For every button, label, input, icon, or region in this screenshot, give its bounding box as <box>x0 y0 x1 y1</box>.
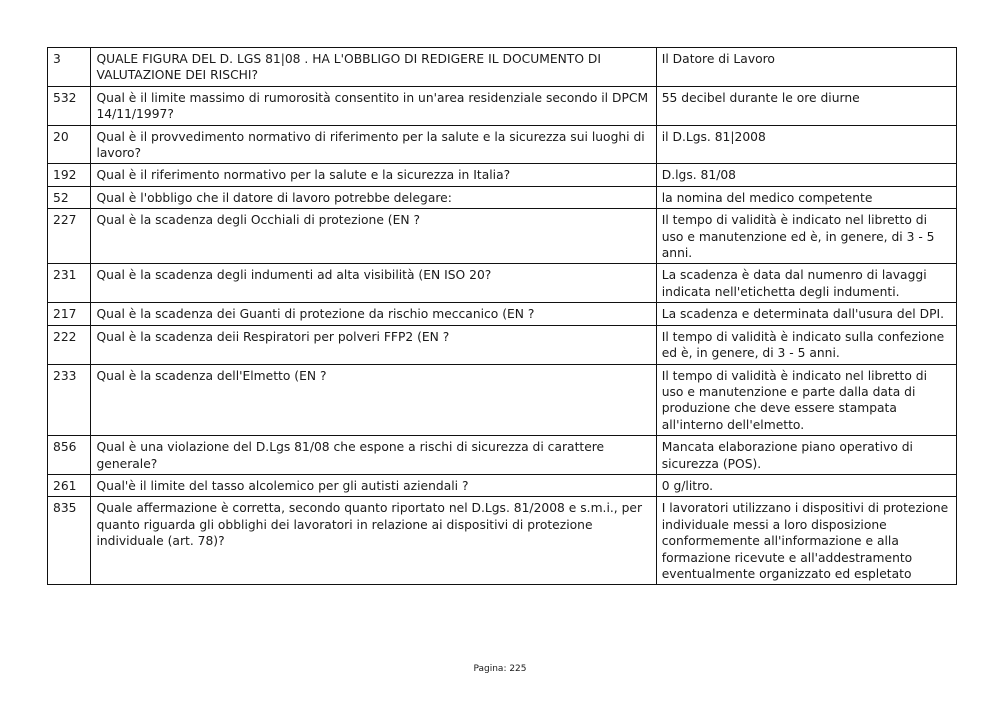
row-question-cell: Qual è il limite massimo di rumorosità consentito in un'area residenziale secondo il DPCM 14/11/1997? <box>91 86 656 125</box>
row-answer-cell: 55 decibel durante le ore diurne <box>656 86 956 125</box>
table-row <box>48 497 957 585</box>
row-question-cell: Qual è la scadenza dell'Elmetto (EN ? <box>91 364 656 436</box>
table-row <box>48 264 957 303</box>
row-question-cell: Qual è la scadenza deii Respiratori per polveri FFP2 (EN ? <box>91 325 656 364</box>
row-question-cell: QUALE FIGURA DEL D. LGS 81|08 . HA L'OBBLIGO DI REDIGERE IL DOCUMENTO DI VALUTAZIONE DEI RISCHI? <box>91 48 656 87</box>
row-answer-cell: Il tempo di validità è indicato nel libretto di uso e manutenzione ed è, in genere, di 3 - 5 anni. <box>656 209 956 264</box>
page-number: Pagina: 225 <box>473 664 527 674</box>
row-answer-cell: La scadenza e determinata dall'usura del DPI. <box>656 303 956 325</box>
row-answer-cell: Il tempo di validità è indicato nel libretto di uso e manutenzione e parte dalla data di produzione che deve essere stampata all'interno dell'elmetto. <box>656 364 956 436</box>
row-id-cell: 222 <box>48 325 91 364</box>
row-answer-cell: la nomina del medico competente <box>656 186 956 208</box>
row-question-cell: Quale affermazione è corretta, secondo quanto riportato nel D.Lgs. 81/2008 e s.m.i., per quanto riguarda gli obblighi dei lavoratori in relazione ai dispositivi di protezione individuale (art. 78)? <box>91 497 656 585</box>
row-id-cell: 52 <box>48 186 91 208</box>
row-question-cell: Qual è l'obbligo che il datore di lavoro potrebbe delegare: <box>91 186 656 208</box>
table-row <box>48 164 957 186</box>
row-question-cell: Qual è la scadenza degli Occhiali di protezione (EN ? <box>91 209 656 264</box>
row-question-cell: Qual è una violazione del D.Lgs 81/08 che espone a rischi di sicurezza di carattere generale? <box>91 436 656 475</box>
row-answer-cell: il D.Lgs. 81|2008 <box>656 125 956 164</box>
table-row <box>48 474 957 496</box>
row-id-cell: 231 <box>48 264 91 303</box>
table-row <box>48 125 957 164</box>
row-id-cell: 835 <box>48 497 91 585</box>
row-id-cell: 532 <box>48 86 91 125</box>
row-answer-cell: D.lgs. 81/08 <box>656 164 956 186</box>
row-answer-cell: I lavoratori utilizzano i dispositivi di protezione individuale messi a loro disposizione conformemente all'informazione e alla formazione ricevute e all'addestramento eventualmente organizzato ed espletato <box>656 497 956 585</box>
row-answer-cell: Il tempo di validità è indicato sulla confezione ed è, in genere, di 3 - 5 anni. <box>656 325 956 364</box>
row-answer-cell: Mancata elaborazione piano operativo di sicurezza (POS). <box>656 436 956 475</box>
table-row <box>48 86 957 125</box>
row-answer-cell: Il Datore di Lavoro <box>656 48 956 87</box>
table-row <box>48 303 957 325</box>
row-question-cell: Qual è il riferimento normativo per la salute e la sicurezza in Italia? <box>91 164 656 186</box>
table-row <box>48 209 957 264</box>
table-row <box>48 186 957 208</box>
row-id-cell: 217 <box>48 303 91 325</box>
row-question-cell: Qual'è il limite del tasso alcolemico per gli autisti aziendali ? <box>91 474 656 496</box>
qa-table-body <box>48 48 957 585</box>
row-id-cell: 233 <box>48 364 91 436</box>
row-question-cell: Qual è il provvedimento normativo di riferimento per la salute e la sicurezza sui luoghi di lavoro? <box>91 125 656 164</box>
qa-table <box>47 47 957 585</box>
row-id-cell: 192 <box>48 164 91 186</box>
row-answer-cell: 0 g/litro. <box>656 474 956 496</box>
row-id-cell: 261 <box>48 474 91 496</box>
table-row <box>48 325 957 364</box>
row-answer-cell: La scadenza è data dal numenro di lavaggi indicata nell'etichetta degli indumenti. <box>656 264 956 303</box>
table-row <box>48 48 957 87</box>
row-id-cell: 227 <box>48 209 91 264</box>
table-row <box>48 364 957 436</box>
row-question-cell: Qual è la scadenza dei Guanti di protezione da rischio meccanico (EN ? <box>91 303 656 325</box>
row-question-cell: Qual è la scadenza degli indumenti ad alta visibilità (EN ISO 20? <box>91 264 656 303</box>
table-row <box>48 436 957 475</box>
row-id-cell: 856 <box>48 436 91 475</box>
row-id-cell: 3 <box>48 48 91 87</box>
row-id-cell: 20 <box>48 125 91 164</box>
